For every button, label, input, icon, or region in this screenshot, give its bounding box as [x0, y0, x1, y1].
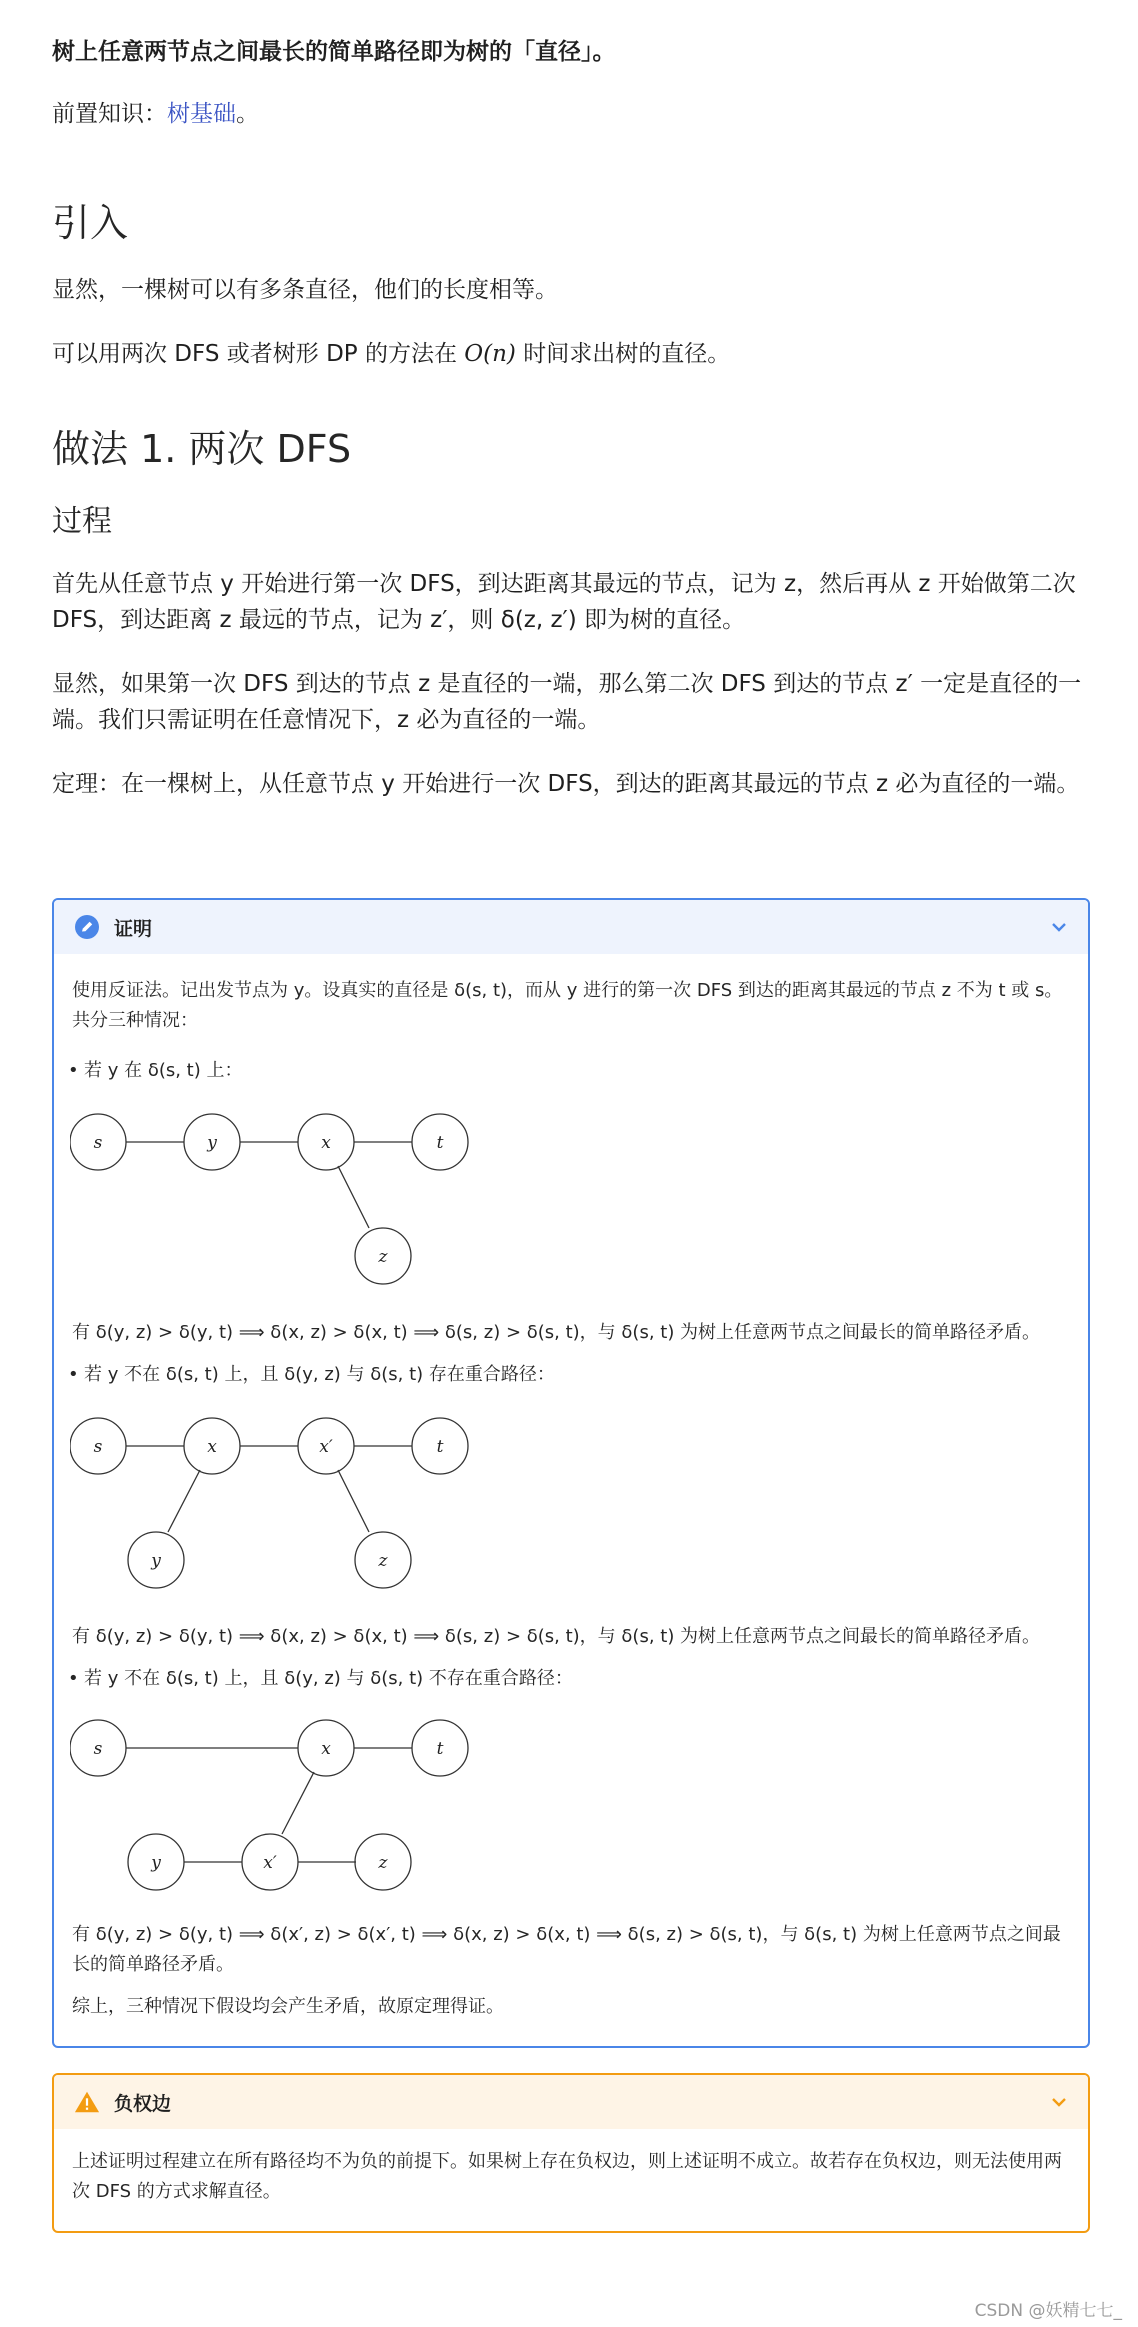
chevron-down-icon[interactable] — [1048, 916, 1070, 938]
node-label: s — [93, 1739, 103, 1759]
node-label: t — [436, 1739, 444, 1759]
dfs-paragraph-1: 首先从任意节点 y 开始进行第一次 DFS，到达距离其最远的节点，记为 z，然后再从 z 开始做第二次 DFS，到达距离 z 最远的节点，记为 z′，则 δ(z, z′) 即为树的直径。 — [52, 571, 1076, 633]
warning-text: 上述证明过程建立在所有路径均不为负的前提下。如果树上存在负权边，则上述证明不成立。故若存在负权边，则无法使用两次 DFS 的方式求解直径。 — [72, 2151, 1062, 2202]
case-2-result: 有 δ(y, z) > δ(y, t) ⟹ δ(x, z) > δ(x, t) ⟹ δ(s, z) > δ(s, t)，与 δ(s, t) 为树上任意两节点之间最长的简单路径矛盾。 — [72, 1626, 1041, 1647]
pencil-icon — [74, 914, 100, 940]
node-label: s — [93, 1133, 103, 1153]
prereq-link[interactable]: 树基础 — [167, 101, 236, 127]
node-label: x — [207, 1437, 217, 1457]
complexity-math: O(n) — [464, 341, 516, 367]
case-3-result: 有 δ(y, z) > δ(y, t) ⟹ δ(x′, z) > δ(x′, t) ⟹ δ(x, z) > δ(x, t) ⟹ δ(s, z) > δ(s, t)，与 δ(s, t) 为树上任意两节点之间最长的简单路径矛盾。 — [72, 1924, 1061, 1975]
lead-sentence: 树上任意两节点之间最长的简单路径即为树的「直径」。 — [52, 39, 616, 65]
tree-diagram-case-3 — [70, 1702, 510, 1922]
node-label: x — [321, 1133, 331, 1153]
case-3-bullet: • 若 y 不在 δ(s, t) 上，且 δ(y, z) 与 δ(s, t) 不存在重合路径： — [84, 1664, 573, 1694]
prereq-label: 前置知识： — [52, 101, 167, 127]
intro-p2-a: 可以用两次 DFS 或者树形 DP 的方法在 — [52, 341, 465, 367]
node-label: z — [378, 1551, 388, 1571]
watermark: CSDN @妖精七七_ — [974, 2301, 1122, 2321]
node-label: x′ — [263, 1853, 277, 1873]
subsection-title-process: 过程 — [52, 504, 112, 539]
node-label: y — [151, 1853, 161, 1873]
tree-diagram-case-2 — [70, 1400, 510, 1620]
intro-p2-b: 时间求出树的直径。 — [515, 341, 731, 367]
node-label: t — [436, 1133, 444, 1153]
proof-conclusion: 综上，三种情况下假设均会产生矛盾，故原定理得证。 — [72, 1996, 504, 2017]
intro-paragraph-2 — [52, 336, 1090, 372]
prerequisite-line — [52, 96, 259, 132]
warning-callout — [52, 2073, 1090, 2233]
node-label: z — [378, 1853, 388, 1873]
intro-paragraph-1: 显然，一棵树可以有多条直径，他们的长度相等。 — [52, 277, 558, 303]
case-1-result: 有 δ(y, z) > δ(y, t) ⟹ δ(x, z) > δ(x, t) ⟹ δ(s, z) > δ(s, t)，与 δ(s, t) 为树上任意两节点之间最长的简单路径矛盾。 — [72, 1322, 1041, 1343]
node-label: s — [93, 1437, 103, 1457]
node-label: z — [378, 1247, 388, 1267]
node-label: y — [207, 1133, 217, 1153]
warning-title: 负权边 — [114, 2092, 172, 2115]
case-1-bullet: • 若 y 在 δ(s, t) 上： — [84, 1056, 242, 1086]
proof-header[interactable] — [54, 900, 1088, 954]
node-label: x — [321, 1739, 331, 1759]
section-title-dfs: 做法 1. 两次 DFS — [52, 427, 352, 471]
proof-title: 证明 — [114, 917, 153, 940]
tree-diagram-case-1 — [70, 1096, 510, 1316]
proof-intro: 使用反证法。记出发节点为 y。设真实的直径是 δ(s, t)，而从 y 进行的第一次 DFS 到达的距离其最远的节点 z 不为 t 或 s。共分三种情况： — [72, 980, 1063, 1031]
section-title-intro: 引入 — [52, 201, 129, 245]
case-2-bullet: • 若 y 不在 δ(s, t) 上，且 δ(y, z) 与 δ(s, t) 存在重合路径： — [84, 1360, 555, 1390]
chevron-down-icon[interactable] — [1048, 2091, 1070, 2113]
proof-callout — [52, 898, 1090, 2048]
prereq-end: 。 — [236, 101, 259, 127]
dfs-paragraph-2: 显然，如果第一次 DFS 到达的节点 z 是直径的一端，那么第二次 DFS 到达的节点 z′ 一定是直径的一端。我们只需证明在任意情况下，z 必为直径的一端。 — [52, 671, 1082, 733]
node-label: y — [151, 1551, 161, 1571]
theorem-paragraph: 定理：在一棵树上，从任意节点 y 开始进行一次 DFS，到达的距离其最远的节点 z 必为直径的一端。 — [52, 771, 1080, 797]
warning-header[interactable] — [54, 2075, 1088, 2129]
node-label: t — [436, 1437, 444, 1457]
warning-icon — [74, 2089, 100, 2115]
node-label: x′ — [319, 1437, 333, 1457]
